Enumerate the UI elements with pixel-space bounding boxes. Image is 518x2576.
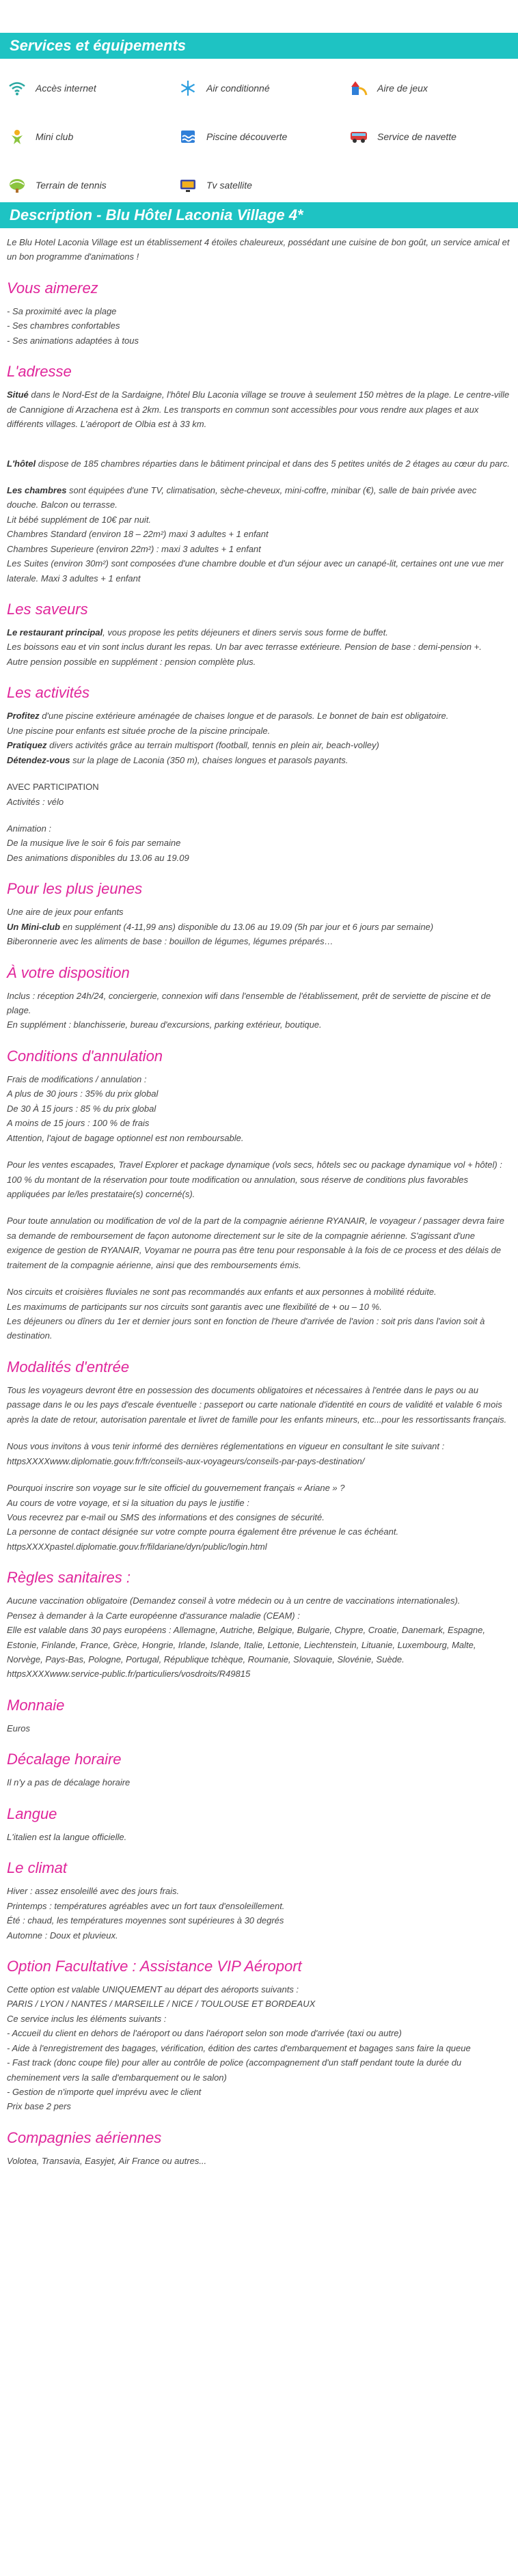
text-line: Une aire de jeux pour enfants [7, 907, 124, 918]
section-title-compagnies: Compagnies aériennes [7, 2128, 162, 2146]
section-title-vip: Option Facultative : Assistance VIP Aéroport [7, 1957, 302, 1975]
pool-icon [178, 126, 198, 147]
text-line: Activités : vélo [7, 796, 64, 807]
text-line: A plus de 30 jours : 35% du prix global [7, 1088, 159, 1099]
amenities-grid [0, 59, 518, 202]
adresse-situe: Situé dans le Nord-Est de la Sardaigne, l'hôtel Blu Laconia village se trouve à seulement 150 mètres de la plage. Le centre-ville de Cannigione di Arzachena est à 2km. Les transports en commun sont accessibles pour vous rendre aux plages et aux différents villages. L'aéroport de Olbia est à 33 km. [7, 389, 510, 430]
text-line: Euros [7, 1723, 30, 1734]
section-title-dispo: À votre disposition [7, 963, 130, 981]
text-line: Pour toute annulation ou modification de vol de la part de la compagnie aérienne RYANAIR, le voyageur / passager devra faire sa demande de remboursement de façon autonome directement sur le site de la compagnie aérienne. S'agissant d'une exigence de gestion de RYANAIR, Voyamar ne pourra pas être tenu pour responsable à la fois de ce process et des délais de traitement de la compagnie aérienne, ainsi que des remboursements émis. [7, 1216, 504, 1270]
amenity-tennis: Terrain de tennis [7, 167, 178, 202]
section-title-entree: Modalités d'entrée [7, 1358, 130, 1375]
text-line: Elle est valable dans 30 pays européens : Allemagne, Autriche, Belgique, Bulgarie, Chypre, Croatie, Danemark, Espagne, Estonie, Finlande, France, Grèce, Hongrie, Irlande, Islande, Italie, Lettonie, Liechtenstein, Lituanie, Luxembourg, Malte, Norvège, Pays-Bas, Pologne, Portugal, République tchèque, Roumanie, Slovaquie, Slovénie, Suède. [7, 1625, 485, 1664]
text-line: Cette option est valable UNIQUEMENT au départ des aéroports suivants : [7, 1984, 299, 1995]
text-line: - Fast track (donc coupe file) pour aller au contrôle de police (accompagnement d'un staff pendant toute la durée du cheminement vers la salle d'embarquement ou le salon) [7, 2057, 462, 2083]
text-line: Printemps : températures agréables avec un fort taux d'ensoleillement. [7, 1900, 285, 1911]
wifi-icon [7, 78, 27, 98]
text-line: Frais de modifications / annulation : [7, 1073, 147, 1084]
list-item: - Ses chambres confortables [7, 320, 120, 331]
text-line: Détendez-vous sur la plage de Laconia (350 m), chaises longues et parasols payants. [7, 754, 349, 765]
text-line: A moins de 15 jours : 100 % de frais [7, 1118, 150, 1129]
text-line: Vous recevrez par e-mail ou SMS des informations et des consignes de sécurité. [7, 1511, 325, 1522]
amenity-pool: Piscine découverte [178, 120, 349, 154]
section-title-aimerez: Vous aimerez [7, 279, 98, 297]
section-title-saveurs: Les saveurs [7, 601, 88, 618]
text-line: httpsXXXXwww.service-public.fr/particuliers/vosdroits/R49815 [7, 1669, 251, 1680]
amenity-air-conditioning: Air conditionné [178, 71, 349, 106]
saveurs-resto: Le restaurant principal, vous propose les petits déjeuners et diners servis sous forme de buffet. [7, 627, 388, 638]
section-title-decalage: Décalage horaire [7, 1751, 122, 1768]
text-line: Ce service inclus les éléments suivants : [7, 2013, 167, 2024]
kids-icon [7, 126, 27, 147]
text-line: Il n'y a pas de décalage horaire [7, 1777, 131, 1788]
text-line: L'italien est la langue officielle. [7, 1831, 127, 1842]
text-line: Des animations disponibles du 13.06 au 19.09 [7, 852, 189, 863]
text-line: Les Suites (environ 30m²) sont composées d'une chambre double et d'un séjour avec un canapé-lit, certaines ont une vue mer laterale. Maxi 3 adultes + 1 enfant [7, 558, 504, 584]
text-line: Profitez d'une piscine extérieure aménagée de chaises longue et de parasols. Le bonnet de bain est obligatoire. [7, 711, 449, 722]
text-line: La personne de contact désignée sur votre compte pourra également être prévenue le cas échéant. [7, 1526, 399, 1537]
tennis-icon [7, 175, 27, 195]
section-title-sanitaires: Règles sanitaires : [7, 1569, 131, 1587]
text-line: Pourquoi inscrire son voyage sur le site officiel du gouvernement français « Ariane » ? [7, 1483, 345, 1494]
text-line: Pratiquez divers activités grâce au terrain multisport (football, tennis en plein air, beach-volley) [7, 740, 379, 751]
text-line: - Accueil du client en dehors de l'aéroport ou dans l'aéroport selon son mode d'arrivée (taxi ou autre) [7, 2028, 402, 2039]
text-line: Prix base 2 pers [7, 2101, 71, 2112]
text-line: Un Mini-club en supplément (4-11,99 ans) disponible du 13.06 au 19.09 (5h par jour et 6 jours par semaine) [7, 921, 434, 932]
text-line: Les déjeuners ou dîners du 1er et dernier jours sont en fonction de l'heure d'arrivée de l'avion : soit pris dans l'avion soit à destination. [7, 1316, 485, 1341]
amenity-mini-club: Mini club [7, 120, 178, 154]
text-line: Animation : [7, 823, 52, 834]
amenity-tv: Tv satellite [178, 167, 349, 202]
amenity-shuttle: Service de navette [349, 120, 518, 154]
list-item: - Ses animations adaptées à tous [7, 335, 139, 346]
intro-text: Le Blu Hotel Laconia Village est un établissement 4 étoiles chaleureux, possédant une cuisine de bon goût, un service amical et un bon programme d'animations ! [7, 237, 510, 262]
text-line: Nos circuits et croisières fluviales ne sont pas recommandés aux enfants et aux personnes à mobilité réduite. [7, 1287, 437, 1298]
text-line: Chambres Superieure (environ 22m²) : maxi 3 adultes + 1 enfant [7, 543, 261, 554]
adresse-hotel: L'hôtel dispose de 185 chambres réparties dans le bâtiment principal et dans des 5 petites unités de 2 étages au cœur du parc. [7, 458, 510, 469]
section-title-activites: Les activités [7, 684, 90, 702]
section-title-annulation: Conditions d'annulation [7, 1047, 163, 1065]
text-line: Volotea, Transavia, Easyjet, Air France ou autres... [7, 2155, 207, 2166]
section-title-adresse: L'adresse [7, 363, 72, 381]
text-line: Les boissons eau et vin sont inclus durant les repas. Un bar avec terrasse extérieure. Pension de base : demi-pension +. [7, 642, 482, 653]
playground-icon [349, 78, 369, 98]
section-title-langue: Langue [7, 1805, 57, 1822]
text-line: Une piscine pour enfants est située proche de la piscine principale. [7, 725, 271, 736]
text-line: Chambres Standard (environ 18 – 22m²) maxi 3 adultes + 1 enfant [7, 529, 269, 540]
text-line: Tous les voyageurs devront être en possession des documents obligatoires et nécessaires à l'entrée dans le pays ou au passage dans le ou les pays d'escale éventuelle : passeport ou carte nationale d'identité en cours de validité et valable 6 mois après la date de retour, autorisation parentale et livret de famille pour les enfants mineurs, etc...pour les ressortissants français. [7, 1384, 507, 1425]
text-line: Au cours de votre voyage, et si la situation du pays le justifie : [7, 1497, 249, 1508]
text-line: Lit bébé supplément de 10€ par nuit. [7, 514, 152, 525]
section-title-jeunes: Pour les plus jeunes [7, 880, 143, 898]
text-line: Nous vous invitons à vous tenir informé des dernières réglementations en vigueur en consultant le site suivant : httpsXXXXwww.diplomatie.gouv.fr/fr/conseils-aux-voyageurs/conseils-par-pays-destination/ [7, 1441, 445, 1466]
tv-icon [178, 175, 198, 195]
description-title: Description - Blu Hôtel Laconia Village 4* [0, 202, 518, 228]
text-line: Pensez à demander à la Carte européenne d'assurance maladie (CEAM) : [7, 1610, 300, 1621]
text-line: En supplément : blanchisserie, bureau d'excursions, parking extérieur, boutique. [7, 1019, 322, 1030]
text-line: AVEC PARTICIPATION [7, 782, 99, 793]
description-content [0, 228, 518, 2168]
text-line: Inclus : réception 24h/24, conciergerie, connexion wifi dans l'ensemble de l'établissement, prêt de serviette de piscine et de plage. [7, 990, 491, 1015]
adresse-chambres: Les chambres sont équipées d'une TV, climatisation, sèche-cheveux, mini-coffre, minibar (€), salle de bain privée avec douche. Balcon ou terrasse. [7, 484, 477, 510]
text-line: De 30 À 15 jours : 85 % du prix global [7, 1103, 156, 1114]
text-line: Biberonnerie avec les aliments de base : bouillon de légumes, légumes préparés… [7, 936, 333, 947]
text-line: Automne : Doux et pluvieux. [7, 1930, 118, 1941]
text-line: Attention, l'ajout de bagage optionnel est non remboursable. [7, 1132, 244, 1143]
text-line: Été : chaud, les températures moyennes sont supérieures à 30 degrés [7, 1915, 284, 1926]
text-line: httpsXXXXpastel.diplomatie.gouv.fr/fildariane/dyn/public/login.html [7, 1541, 267, 1552]
text-line: Autre pension possible en supplément : pension complète plus. [7, 656, 256, 667]
snowflake-icon [178, 78, 198, 98]
list-item: - Sa proximité avec la plage [7, 305, 117, 316]
text-line: - Aide à l'enregistrement des bagages, vérification, édition des cartes d'embarquement et bagages sans faire la queue [7, 2042, 471, 2053]
section-title-monnaie: Monnaie [7, 1696, 65, 1714]
text-line: Hiver : assez ensoleillé avec des jours frais. [7, 1886, 180, 1897]
text-line: PARIS / LYON / NANTES / MARSEILLE / NICE / TOULOUSE ET BORDEAUX [7, 1999, 316, 2010]
text-line: Pour les ventes escapades, Travel Explorer et package dynamique (vols secs, hôtels sec ou package dynamique vol + hôtel) : 100 % du montant de la réservation pour toute modification ou annulation, sous réserve de conditions plus favorables appliquées par le/les prestataire(s) concerné(s). [7, 1160, 502, 1199]
section-title-climat: Le climat [7, 1859, 68, 1877]
amenity-playground: Aire de jeux [349, 71, 518, 106]
text-line: - Gestion de n'importe quel imprévu avec le client [7, 2087, 202, 2097]
services-title: Services et équipements [0, 33, 518, 59]
text-line: Les maximums de participants sur nos circuits sont garantis avec une flexibilité de + ou – 10 %. [7, 1301, 382, 1312]
text-line: Aucune vaccination obligatoire (Demandez conseil à votre médecin ou à un centre de vaccinations internationales). [7, 1595, 461, 1606]
text-line: De la musique live le soir 6 fois par semaine [7, 838, 181, 849]
shuttle-icon [349, 126, 369, 147]
amenity-internet: Accès internet [7, 71, 178, 106]
